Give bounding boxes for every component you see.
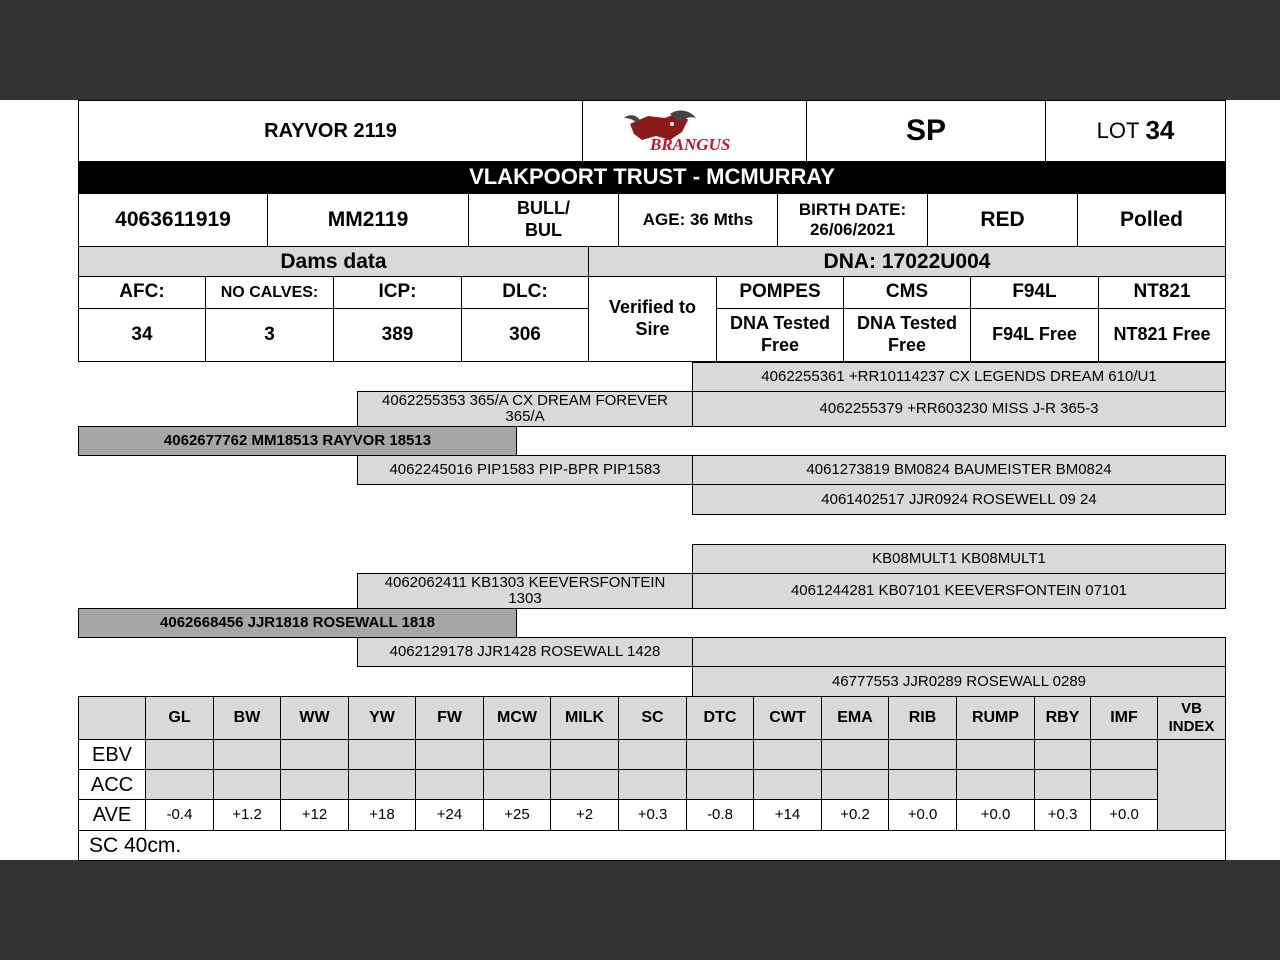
pedigree-sire-sire-sire: 4062255361 +RR10114237 CX LEGENDS DREAM 610/U1 <box>692 362 1226 392</box>
footer-note <box>78 830 1226 861</box>
pedigree-sire-dam-dam: 4061402517 JJR0924 ROSEWELL 09 24 <box>692 484 1226 515</box>
birth-date-value: 26/06/2021 <box>809 220 896 239</box>
pedigree-dam: 4062668456 JJR1818 ROSEWALL 1818 <box>78 608 517 638</box>
acc-value-cell <box>956 769 1035 800</box>
dna-test-name: POMPES <box>716 276 844 309</box>
dlc-value: 306 <box>461 308 589 362</box>
ebv-value-cell <box>821 739 889 770</box>
vb-index-header: VB INDEX <box>1157 696 1226 740</box>
calves-value: 3 <box>205 308 334 362</box>
acc-value-cell <box>821 769 889 800</box>
footer-note-text: SC 40cm. <box>89 833 182 857</box>
pedigree-sire-dam: 4062245016 PIP1583 PIP-BPR PIP1583 <box>357 455 693 485</box>
ebv-value-cell <box>618 739 687 770</box>
ebv-value-cell <box>888 739 957 770</box>
acc-value-cell <box>280 769 349 800</box>
ave-value-cell: +12 <box>280 799 349 831</box>
ave-value-cell: +0.0 <box>888 799 957 831</box>
reg-number: 4063611919 <box>78 193 268 247</box>
ave-value-cell: +14 <box>753 799 822 831</box>
ebv-col-header: EMA <box>821 696 889 740</box>
pedigree-dam-dam: 4062129178 JJR1428 ROSEWALL 1428 <box>357 637 693 667</box>
calves-label: NO CALVES: <box>205 276 334 309</box>
vb-index-value <box>1157 739 1226 831</box>
age: AGE: 36 Mths <box>618 193 778 247</box>
ave-value-cell: +0.0 <box>956 799 1035 831</box>
bull-head-icon <box>620 106 770 156</box>
ebv-value-cell <box>753 739 822 770</box>
ebv-corner <box>78 696 146 740</box>
pedigree-dam-dam-sire <box>692 637 1226 667</box>
dna-test-result: NT821 Free <box>1098 308 1226 362</box>
acc-value-cell <box>415 769 484 800</box>
ebv-col-header: IMF <box>1090 696 1158 740</box>
pedigree-sire: 4062677762 MM18513 RAYVOR 18513 <box>78 426 517 456</box>
dna-test-name: NT821 <box>1098 276 1226 309</box>
acc-value-cell <box>483 769 551 800</box>
pedigree-sire-sire: 4062255353 365/A CX DREAM FOREVER 365/A <box>357 391 693 427</box>
acc-value-cell <box>753 769 822 800</box>
pedigree-dam-dam-dam: 46777553 JJR0289 ROSEWALL 0289 <box>692 666 1226 697</box>
dlc-label: DLC: <box>461 276 589 309</box>
animal-id: MM2119 <box>267 193 469 247</box>
sex-line2: BUL <box>525 220 562 240</box>
ave-value-cell: +1.2 <box>213 799 281 831</box>
ebv-col-header: RBY <box>1034 696 1091 740</box>
ebv-col-header: CWT <box>753 696 822 740</box>
animal-name: RAYVOR 2119 <box>78 100 583 162</box>
ave-value-cell: +0.3 <box>618 799 687 831</box>
ebv-col-header: GL <box>145 696 214 740</box>
ebv-col-header: SC <box>618 696 687 740</box>
ebv-value-cell <box>415 739 484 770</box>
breeder-banner: VLAKPOORT TRUST - MCMURRAY <box>78 162 1226 193</box>
acc-value-cell <box>888 769 957 800</box>
ebv-col-header: RIB <box>888 696 957 740</box>
sex-line1: BULL/ <box>517 198 570 219</box>
verified-to-sire: Verified to Sire <box>588 276 717 362</box>
ebv-value-cell <box>550 739 619 770</box>
ebv-row-label: EBV <box>78 739 146 770</box>
sex <box>468 193 619 247</box>
dna-test-result: F94L Free <box>970 308 1099 362</box>
ebv-value-cell <box>213 739 281 770</box>
pedigree-sire-dam-sire: 4061273819 BM0824 BAUMEISTER BM0824 <box>692 455 1226 485</box>
ebv-value-cell <box>483 739 551 770</box>
ebv-value-cell <box>348 739 416 770</box>
ebv-col-header: YW <box>348 696 416 740</box>
pedigree-dam-sire-sire: KB08MULT1 KB08MULT1 <box>692 544 1226 574</box>
svg-text:BRANGUS: BRANGUS <box>649 135 730 154</box>
acc-value-cell <box>618 769 687 800</box>
icp-value: 389 <box>333 308 462 362</box>
ave-value-cell: +24 <box>415 799 484 831</box>
horn-status: Polled <box>1077 193 1226 247</box>
ave-value-cell: +2 <box>550 799 619 831</box>
ave-value-cell: +25 <box>483 799 551 831</box>
lot-box <box>1045 100 1226 162</box>
ebv-value-cell <box>686 739 754 770</box>
dna-test-result: DNA Tested Free <box>716 308 844 362</box>
ebv-value-cell <box>145 739 214 770</box>
acc-value-cell <box>145 769 214 800</box>
pedigree-dam-sire: 4062062411 KB1303 KEEVERSFONTEIN 1303 <box>357 573 693 609</box>
ave-value-cell: +0.2 <box>821 799 889 831</box>
acc-value-cell <box>550 769 619 800</box>
ave-value-cell: +0.0 <box>1090 799 1158 831</box>
acc-value-cell <box>213 769 281 800</box>
acc-value-cell <box>686 769 754 800</box>
acc-value-cell <box>1090 769 1158 800</box>
ave-value-cell: +18 <box>348 799 416 831</box>
ebv-col-header: MCW <box>483 696 551 740</box>
dams-title: Dams data <box>78 246 589 277</box>
pedigree-sire-sire-dam: 4062255379 +RR603230 MISS J-R 365-3 <box>692 391 1226 427</box>
lot-number: 34 <box>1145 115 1175 146</box>
ebv-col-header: BW <box>213 696 281 740</box>
acc-value-cell <box>1034 769 1091 800</box>
ebv-value-cell <box>956 739 1035 770</box>
ebv-col-header: WW <box>280 696 349 740</box>
ebv-col-header: DTC <box>686 696 754 740</box>
dna-test-name: CMS <box>843 276 971 309</box>
dna-test-name: F94L <box>970 276 1099 309</box>
color: RED <box>927 193 1078 247</box>
ebv-value-cell <box>280 739 349 770</box>
birth-date <box>777 193 928 247</box>
ave-value-cell: +0.3 <box>1034 799 1091 831</box>
dna-test-result: DNA Tested Free <box>843 308 971 362</box>
ebv-col-header: MILK <box>550 696 619 740</box>
afc-label: AFC: <box>78 276 206 309</box>
acc-value-cell <box>348 769 416 800</box>
pedigree-dam-sire-dam: 4061244281 KB07101 KEEVERSFONTEIN 07101 <box>692 573 1226 609</box>
ebv-value-cell <box>1090 739 1158 770</box>
ebv-value-cell <box>1034 739 1091 770</box>
ave-value-cell: -0.8 <box>686 799 754 831</box>
lot-label: LOT <box>1096 117 1140 143</box>
ebv-col-header: RUMP <box>956 696 1035 740</box>
code: SP <box>806 100 1046 162</box>
ebv-col-header: FW <box>415 696 484 740</box>
ave-value-cell: -0.4 <box>145 799 214 831</box>
ave-row-label: AVE <box>78 799 146 831</box>
sale-catalogue-page <box>0 100 1280 860</box>
afc-value: 34 <box>78 308 206 362</box>
birth-date-label: BIRTH DATE: <box>798 199 907 219</box>
brangus-logo <box>582 100 807 162</box>
dna-title: DNA: 17022U004 <box>588 246 1226 277</box>
icp-label: ICP: <box>333 276 462 309</box>
ebv-table <box>78 696 1226 831</box>
acc-row-label: ACC <box>78 769 146 800</box>
